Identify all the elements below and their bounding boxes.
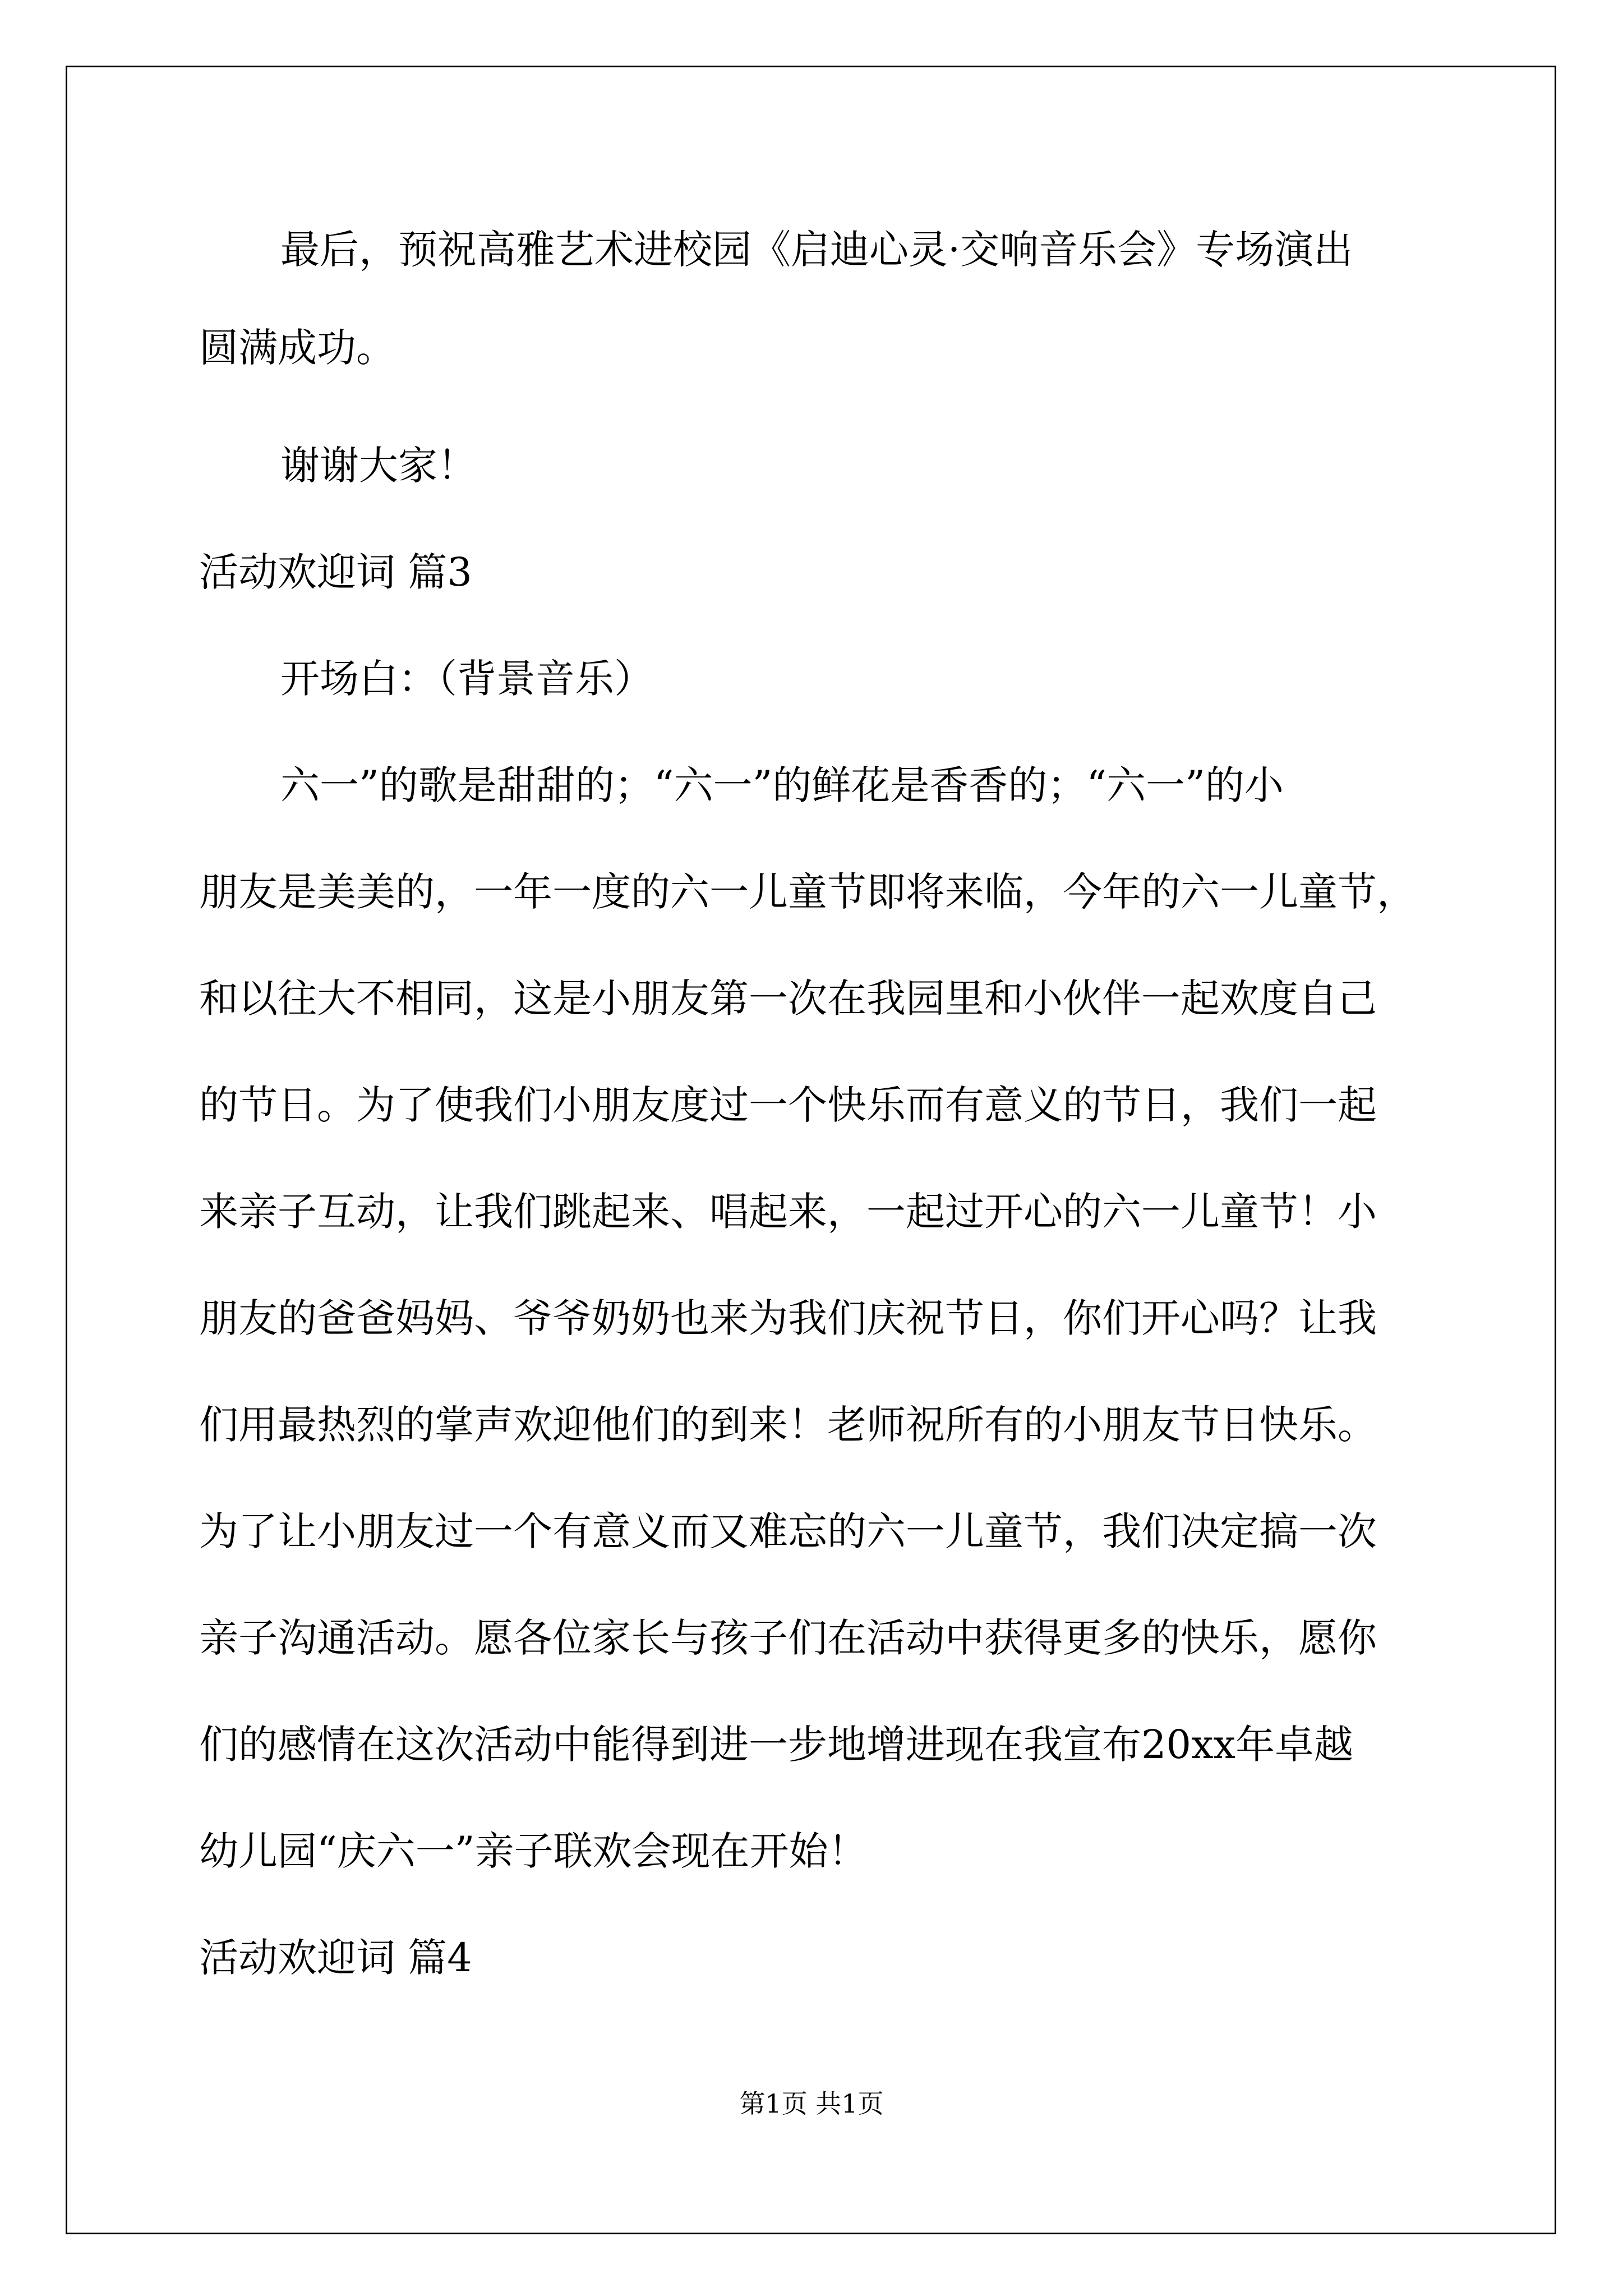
body-line: 六一”的歌是甜甜的；“六一”的鲜花是香香的；“六一”的小 — [280, 762, 1284, 808]
thanks-line: 谢谢大家！ — [280, 443, 477, 489]
body-line: 亲子沟通活动。愿各位家长与孩子们在活动中获得更多的快乐，愿你 — [199, 1615, 1377, 1661]
section-heading-4: 活动欢迎词 篇4 — [199, 1935, 472, 1981]
body-line: 们的感情在这次活动中能得到进一步地增进现在我宣布20xx年卓越 — [199, 1722, 1354, 1768]
paragraph-closing-line-1: 最后，预祝高雅艺术进校园《启迪心灵·交响音乐会》专场演出 — [280, 227, 1353, 273]
paragraph-closing-line-2: 圆满成功。 — [199, 325, 395, 371]
body-line: 幼儿园“庆六一”亲子联欢会现在开始！ — [199, 1828, 868, 1874]
section-heading-3: 活动欢迎词 篇3 — [199, 549, 472, 595]
page-border — [66, 66, 1556, 2234]
body-line: 朋友是美美的，一年一度的六一儿童节即将来临，今年的六一儿童节， — [199, 869, 1416, 915]
body-line: 朋友的爸爸妈妈、爷爷奶奶也来为我们庆祝节日，你们开心吗？让我 — [199, 1295, 1377, 1341]
body-line: 来亲子互动，让我们跳起来、唱起来，一起过开心的六一儿童节！小 — [199, 1189, 1377, 1235]
opening-remarks-label: 开场白：（背景音乐） — [280, 656, 653, 702]
body-line: 为了让小朋友过一个有意义而又难忘的六一儿童节，我们决定搞一次 — [199, 1508, 1377, 1554]
body-line: 和以往大不相同，这是小朋友第一次在我园里和小伙伴一起欢度自己 — [199, 976, 1377, 1022]
body-line: 们用最热烈的掌声欢迎他们的到来！老师祝所有的小朋友节日快乐。 — [199, 1402, 1377, 1448]
page-footer: 第1页 共1页 — [739, 2088, 884, 2119]
body-line: 的节日。为了使我们小朋友度过一个快乐而有意义的节日，我们一起 — [199, 1082, 1377, 1128]
